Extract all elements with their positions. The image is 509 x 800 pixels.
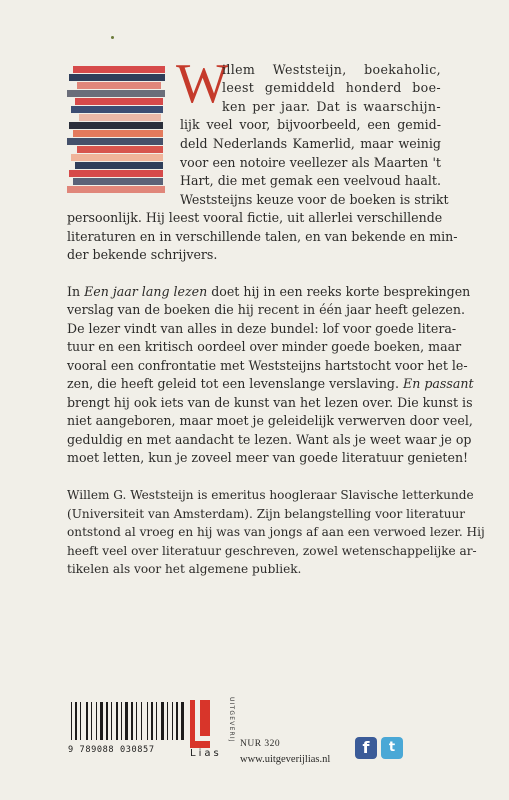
- ink-speck: [111, 36, 114, 39]
- intro-line: Weststeijns keuze voor de boeken is strikt: [180, 192, 449, 207]
- barcode-bar: [96, 702, 97, 740]
- bio-line: Willem G. Weststeijn is emeritus hoogleraar Slavische letterkunde: [67, 488, 474, 502]
- book-spine: [77, 146, 163, 153]
- book-spine: [69, 74, 165, 81]
- text-run: doet hij in een reeks korte besprekingen: [207, 284, 471, 299]
- barcode-bar: [121, 702, 122, 740]
- drop-cap: W: [176, 53, 229, 115]
- book-stack-illustration: [67, 66, 167, 193]
- bio-line: (Universiteit van Amsterdam). Zijn belangstelling voor literatuur: [67, 507, 466, 521]
- book-spine: [79, 114, 161, 121]
- description-line: geduldig en met aandacht te lezen. Want als je weet waar je op: [67, 432, 472, 447]
- barcode-bar: [71, 702, 72, 740]
- barcode-bar: [172, 702, 173, 740]
- book-spine: [73, 178, 163, 185]
- barcode-bar: [106, 702, 108, 740]
- book-spine: [73, 66, 165, 73]
- intro-line: voor een notoire veellezer als Maarten 't: [180, 155, 441, 170]
- publisher-website: www.uitgeverijlias.nl: [240, 754, 331, 765]
- barcode-bar: [156, 702, 157, 740]
- description-line: moet letten, kun je zoveel meer van goede literatuur genieten!: [67, 450, 469, 465]
- barcode-bar: [167, 702, 168, 740]
- twitter-icon: t: [381, 737, 403, 759]
- book-spine: [71, 154, 163, 161]
- barcode-bar: [125, 702, 128, 740]
- barcode-bar: [116, 702, 118, 740]
- barcode-bar: [100, 702, 103, 740]
- description-line: brengt hij ook iets van de kunst van het lezen over. Die kunst is: [67, 395, 473, 410]
- intro-line: leest gemiddeld honderd boe-: [222, 80, 441, 95]
- barcode-bar: [151, 702, 153, 740]
- description-line: De lezer vindt van alles in deze bundel: lof voor goede litera-: [67, 321, 457, 336]
- description-line: verslag van de boeken die hij recent in één jaar heeft gelezen.: [67, 302, 465, 317]
- description-line: [67, 376, 474, 391]
- barcode-bar: [176, 702, 178, 740]
- barcode-bar: [91, 702, 92, 740]
- text-run: In: [67, 284, 85, 299]
- isbn-barcode: [71, 702, 185, 746]
- bio-line: tikelen als voor het algemene publiek.: [67, 562, 302, 576]
- book-spine: [67, 186, 165, 193]
- description-line: vooral een confrontatie met Weststeijns hartstocht voor het le-: [67, 358, 468, 373]
- book-title: Een jaar lang lezen: [84, 284, 208, 299]
- italic-phrase: En passant: [403, 376, 474, 391]
- book-spine: [75, 162, 163, 169]
- intro-line: illem Weststeijn, boekaholic,: [222, 62, 441, 77]
- book-spine: [69, 170, 163, 177]
- barcode-bar: [147, 702, 148, 740]
- intro-line: ken per jaar. Dat is waarschijn-: [222, 99, 441, 114]
- intro-line: persoonlijk. Hij leest vooral fictie, uit allerlei verschillende: [67, 210, 443, 225]
- book-spine: [73, 130, 163, 137]
- intro-line: lijk veel voor, bijvoorbeeld, een gemid-: [180, 117, 441, 132]
- book-spine: [77, 82, 161, 89]
- barcode-bar: [80, 702, 81, 740]
- book-spine: [69, 122, 163, 129]
- book-spine: [71, 106, 163, 113]
- bio-line: ontstond al vroeg en hij was van jongs af aan een verwoed lezer. Hij: [67, 525, 485, 539]
- book-spine: [67, 90, 165, 97]
- barcode-bar: [161, 702, 164, 740]
- intro-line: der bekende schrijvers.: [67, 247, 218, 262]
- barcode-bar: [86, 702, 88, 740]
- bio-line: heeft veel over literatuur geschreven, zowel wetenschappelijke ar-: [67, 544, 477, 558]
- nur-code: NUR 320: [240, 739, 281, 749]
- isbn-number: 9 789088 030857: [68, 745, 155, 755]
- barcode-bar: [111, 702, 112, 740]
- barcode-bar: [75, 702, 77, 740]
- intro-line: Hart, die met gemak een veelvoud haalt.: [180, 173, 441, 188]
- description-line: niet aangeboren, maar moet je geleidelijk verwerven door veel,: [67, 413, 473, 428]
- intro-line: deld Nederlands Kamerlid, maar weinig: [180, 136, 441, 151]
- text-run: zen, die heeft geleid tot een levenslange verslaving.: [67, 376, 400, 391]
- publisher-name: Lias: [190, 748, 222, 759]
- book-spine: [67, 138, 163, 145]
- barcode-bar: [181, 702, 184, 740]
- intro-line: literaturen en in verschillende talen, en van bekende en min-: [67, 229, 458, 244]
- barcode-bar: [136, 702, 137, 740]
- book-spine: [75, 98, 163, 105]
- logo-mark: [190, 700, 210, 748]
- description-line: tuur en een kritisch oordeel over minder goede boeken, maar: [67, 339, 462, 354]
- facebook-icon: f: [355, 737, 377, 759]
- publisher-label: UITGEVERIJ: [228, 697, 235, 743]
- description-line: [67, 284, 471, 299]
- barcode-bar: [131, 702, 133, 740]
- barcode-bar: [141, 702, 142, 740]
